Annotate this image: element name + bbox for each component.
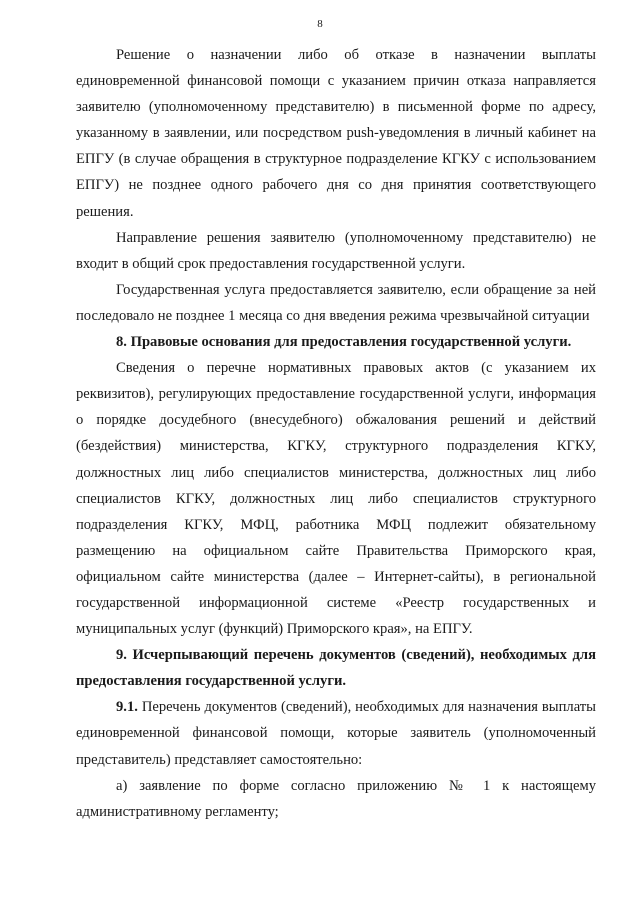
- document-body: [76, 42, 596, 825]
- clause-text: Перечень документов (сведений), необходимых для назначения выплаты единовременной финансовой помощи, которые заявитель (уполномоченный представитель) представляет самостоятельно:: [76, 699, 596, 768]
- paragraph-legal-acts: Сведения о перечне нормативных правовых актов (с указанием их реквизитов), регулирующих предоставление государственной услуги, информация о порядке досудебного (внесудебного) обжалования решений и действий (бездействия) министерства, КГКУ, структурного подразделения КГКУ, должностных лиц либо специалистов министерства, должностных лиц либо специалистов КГКУ, должностных лиц либо специалистов структурного подразделения КГКУ, МФЦ, работника МФЦ подлежит обязательному размещению на официальном сайте Правительства Приморского края, официальном сайте министерства (далее – Интернет-сайты), в региональной государственной информационной системе «Реестр государственных и муниципальных услуг (функций) Приморского края», на ЕПГУ.: [76, 360, 596, 638]
- list-item-a: а) заявление по форме согласно приложению № 1 к настоящему административному регламенту;: [76, 777, 596, 820]
- paragraph-decision-notice: Решение о назначении либо об отказе в назначении выплаты единовременной финансовой помощи с указанием причин отказа направляется заявителю (уполномоченному представителю) в письменной форме по адресу, указанному в заявлении, или посредством push-уведомления в личный кабинет на ЕПГУ (в случае обращения в структурное подразделение КГКУ с использованием ЕПГУ) не позднее одного рабочего дня со дня принятия соответствующего решения.: [76, 47, 596, 220]
- section-heading-9: 9. Исчерпывающий перечень документов (сведений), необходимых для предоставления государственной услуги.: [76, 647, 596, 690]
- paragraph-service-deadline: Государственная услуга предоставляется заявителю, если обращение за ней последовало не позднее 1 месяца со дня введения режима чрезвычайной ситуации: [76, 281, 596, 324]
- clause-number: 9.1.: [116, 699, 138, 716]
- paragraph-9-1: [76, 694, 596, 772]
- paragraph-decision-term: Направление решения заявителю (уполномоченному представителю) не входит в общий срок предоставления государственной услуги.: [76, 229, 596, 272]
- page-number: 8: [317, 18, 323, 30]
- section-heading-8: 8. Правовые основания для предоставления государственной услуги.: [116, 334, 572, 351]
